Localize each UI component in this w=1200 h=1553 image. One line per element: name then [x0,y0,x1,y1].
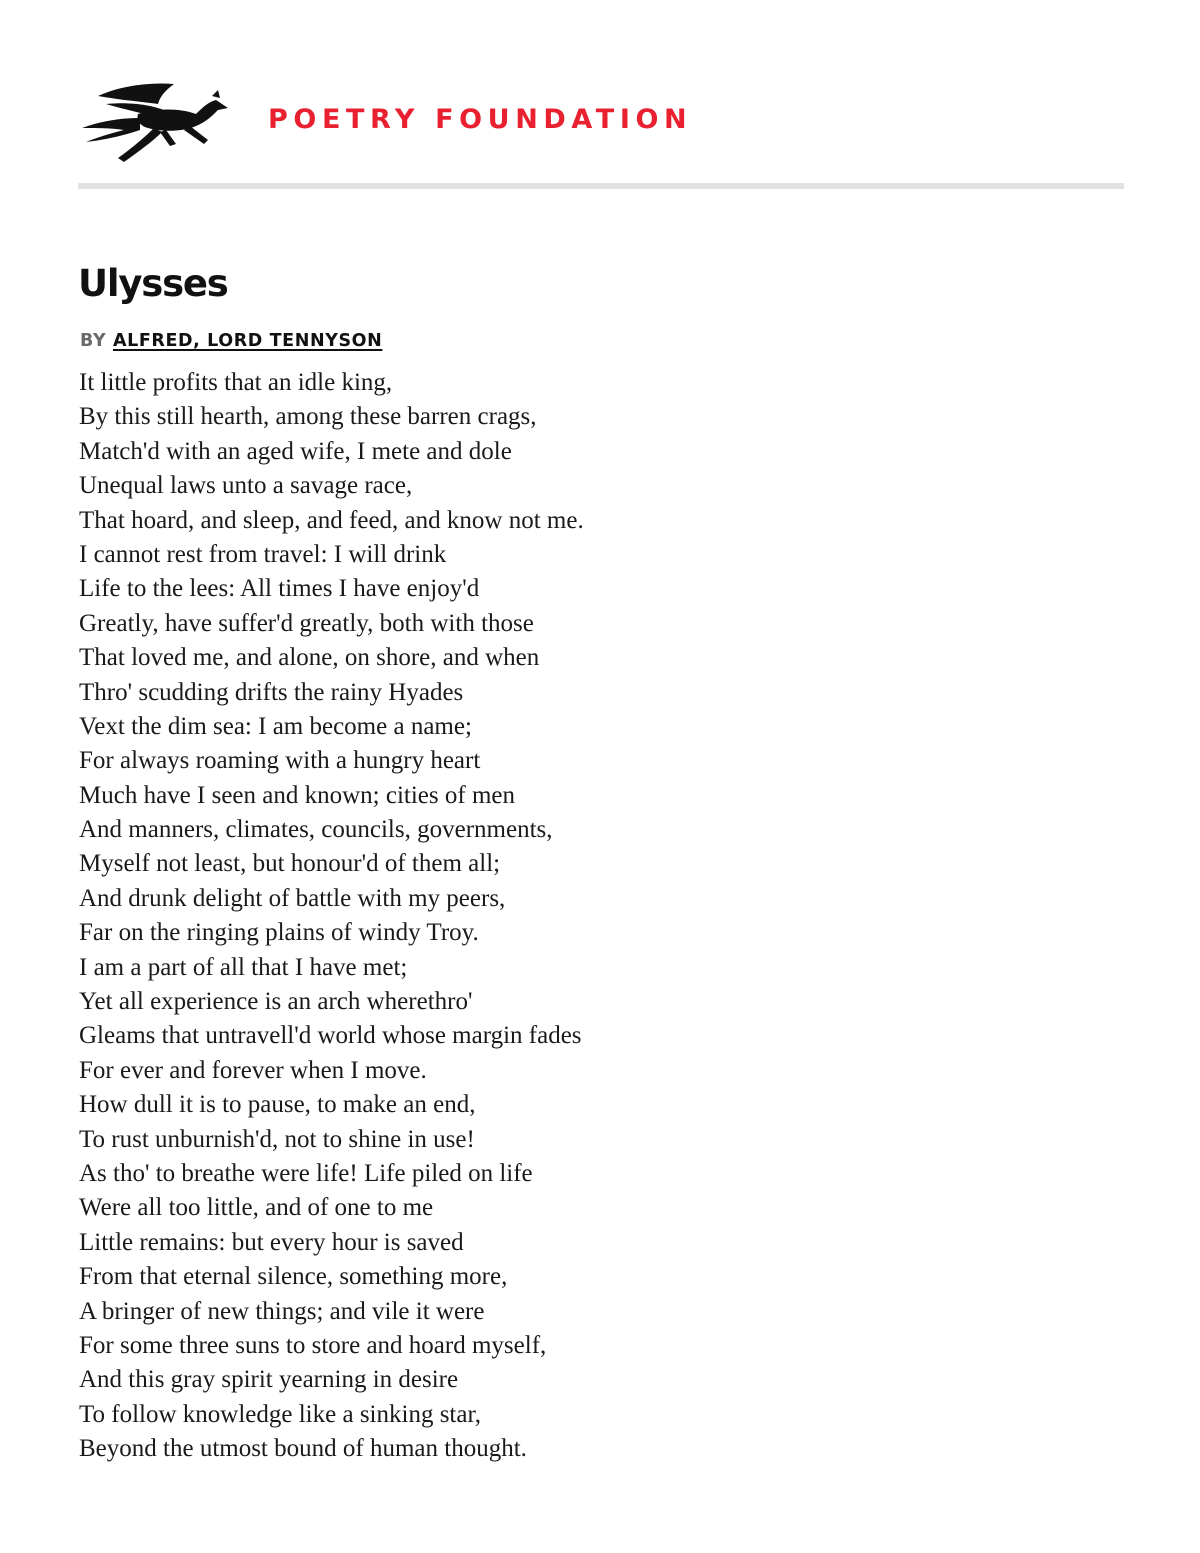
poem-line: To follow knowledge like a sinking star, [79,1400,482,1428]
poem-line: How dull it is to pause, to make an end, [79,1091,476,1119]
poem-line: Unequal laws unto a savage race, [79,472,413,500]
poem-line: For some three suns to store and hoard myself, [79,1331,547,1359]
poem-line: By this still hearth, among these barren crags, [79,403,537,431]
byline [80,331,382,351]
brand-name[interactable]: POETRY FOUNDATION [268,104,693,135]
poem-line: Were all too little, and of one to me [79,1194,434,1222]
header-divider [78,183,1124,189]
poem-line: I am a part of all that I have met; [79,953,408,981]
poem-line: Yet all experience is an arch wherethro' [79,988,473,1016]
poem-body [79,366,779,1467]
poem-title: Ulysses [78,262,228,305]
poem-line: For ever and forever when I move. [79,1056,427,1084]
poem-line: That hoard, and sleep, and feed, and know not me. [79,506,584,534]
site-header [78,72,1124,167]
poem-line: Little remains: but every hour is saved [79,1228,464,1256]
author-link[interactable]: ALFRED, LORD TENNYSON [112,331,383,351]
poem-line: Thro' scudding drifts the rainy Hyades [79,678,464,706]
poem-line: And drunk delight of battle with my peers, [79,884,506,912]
poem-line: To rust unburnish'd, not to shine in use! [79,1125,475,1153]
poem-line: Gleams that untravell'd world whose margin fades [79,1022,582,1050]
poem-line: Beyond the utmost bound of human thought. [79,1435,527,1463]
poem-line: Far on the ringing plains of windy Troy. [79,919,479,947]
poem-line: Greatly, have suffer'd greatly, both with those [79,609,534,637]
poem-line: And this gray spirit yearning in desire [79,1366,459,1394]
poem-line: That loved me, and alone, on shore, and when [79,644,540,672]
poem-line: From that eternal silence, something more, [79,1263,508,1291]
poem-line: As tho' to breathe were life! Life piled on life [79,1159,533,1187]
poem-line: Life to the lees: All times I have enjoy'd [79,575,480,603]
poem-line: I cannot rest from travel: I will drink [79,540,447,568]
poem-line: Vext the dim sea: I am become a name; [79,712,472,740]
pegasus-icon[interactable] [78,78,230,164]
poem-line: A bringer of new things; and vile it were [79,1297,485,1325]
poem-line: Match'd with an aged wife, I mete and dole [79,437,512,465]
poem-line: It little profits that an idle king, [79,369,393,396]
by-label: BY [80,331,107,351]
poem-line: For always roaming with a hungry heart [79,747,481,775]
poem-line: And manners, climates, councils, governments, [79,816,553,844]
poem-line: Myself not least, but honour'd of them all; [79,850,501,878]
poem-line: Much have I seen and known; cities of men [79,781,515,809]
